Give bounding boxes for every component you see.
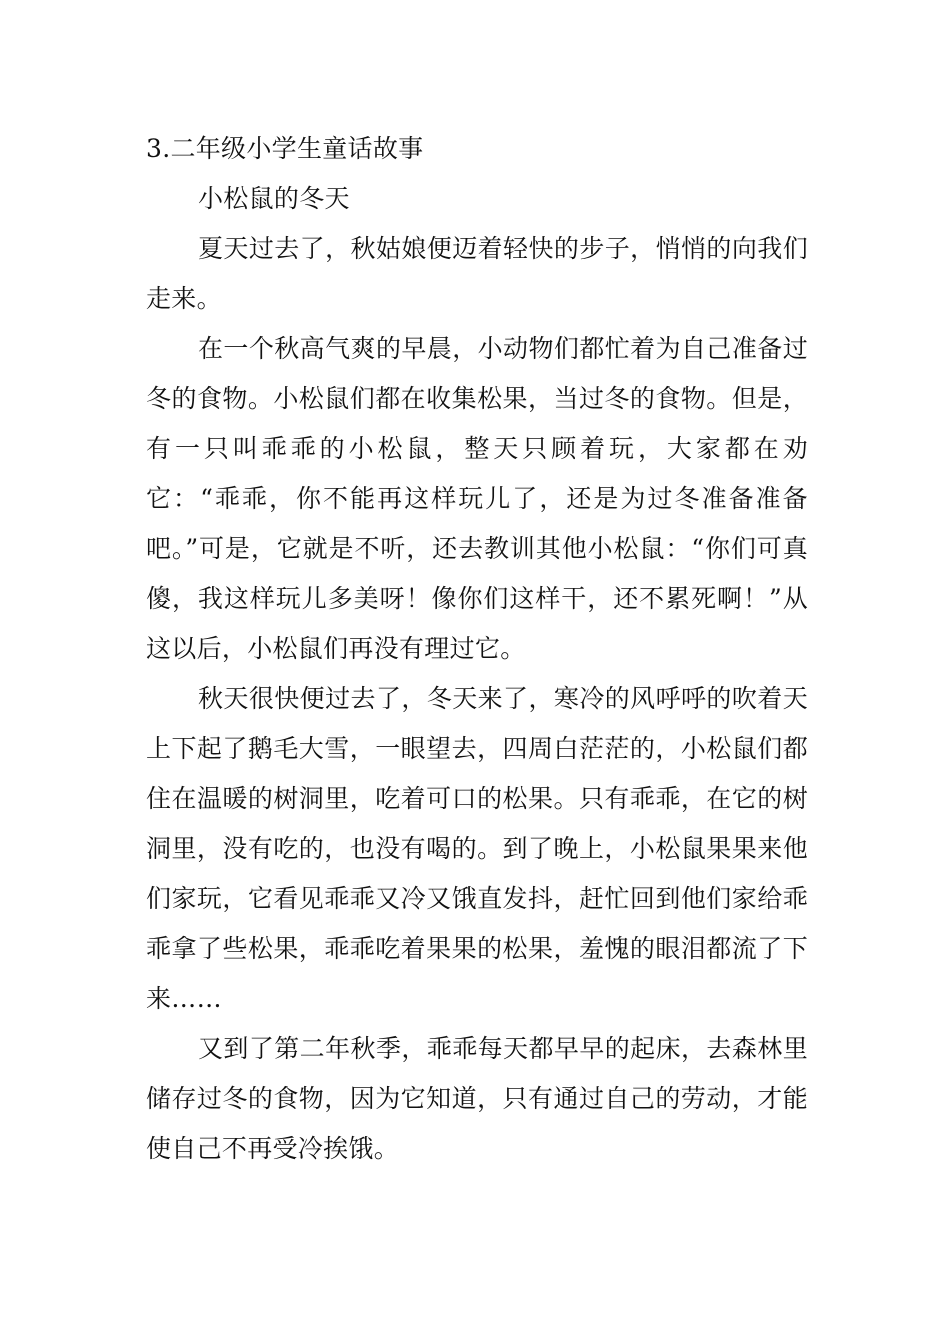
story-paragraph-4: 又到了第二年秋季，乖乖每天都早早的起床，去森林里储存过冬的食物，因为它知道，只有通过自己的劳动，才能使自己不再受冷挨饿。 [146,1034,808,1163]
section-heading: 3.二年级小学生童话故事 [146,134,424,163]
story-paragraph-2: 在一个秋高气爽的早晨，小动物们都忙着为自己准备过冬的食物。小松鼠们都在收集松果，当过冬的食物。但是，有一只叫乖乖的小松鼠，整天只顾着玩，大家都在劝它：“乖乖，你不能再这样玩儿了，还是为过冬准备准备吧。”可是，它就是不听，还去教训其他小松鼠：“你们可真傻，我这样玩儿多美呀！像你们这样干，还不累死啊！”从这以后，小松鼠们再没有理过它。 [146,334,808,663]
story-title: 小松鼠的冬天 [198,184,350,213]
story-paragraph-1: 夏天过去了，秋姑娘便迈着轻快的步子，悄悄的向我们走来。 [146,234,808,313]
story-paragraph-3: 秋天很快便过去了，冬天来了，寒冷的风呼呼的吹着天上下起了鹅毛大雪，一眼望去，四周白茫茫的，小松鼠们都住在温暖的树洞里，吃着可口的松果。只有乖乖，在它的树洞里，没有吃的，也没有喝的。到了晚上，小松鼠果果来他们家玩，它看见乖乖又冷又饿直发抖，赶忙回到他们家给乖乖拿了些松果，乖乖吃着果果的松果，羞愧的眼泪都流了下来…… [146,684,808,1013]
document-page [146,124,808,1174]
